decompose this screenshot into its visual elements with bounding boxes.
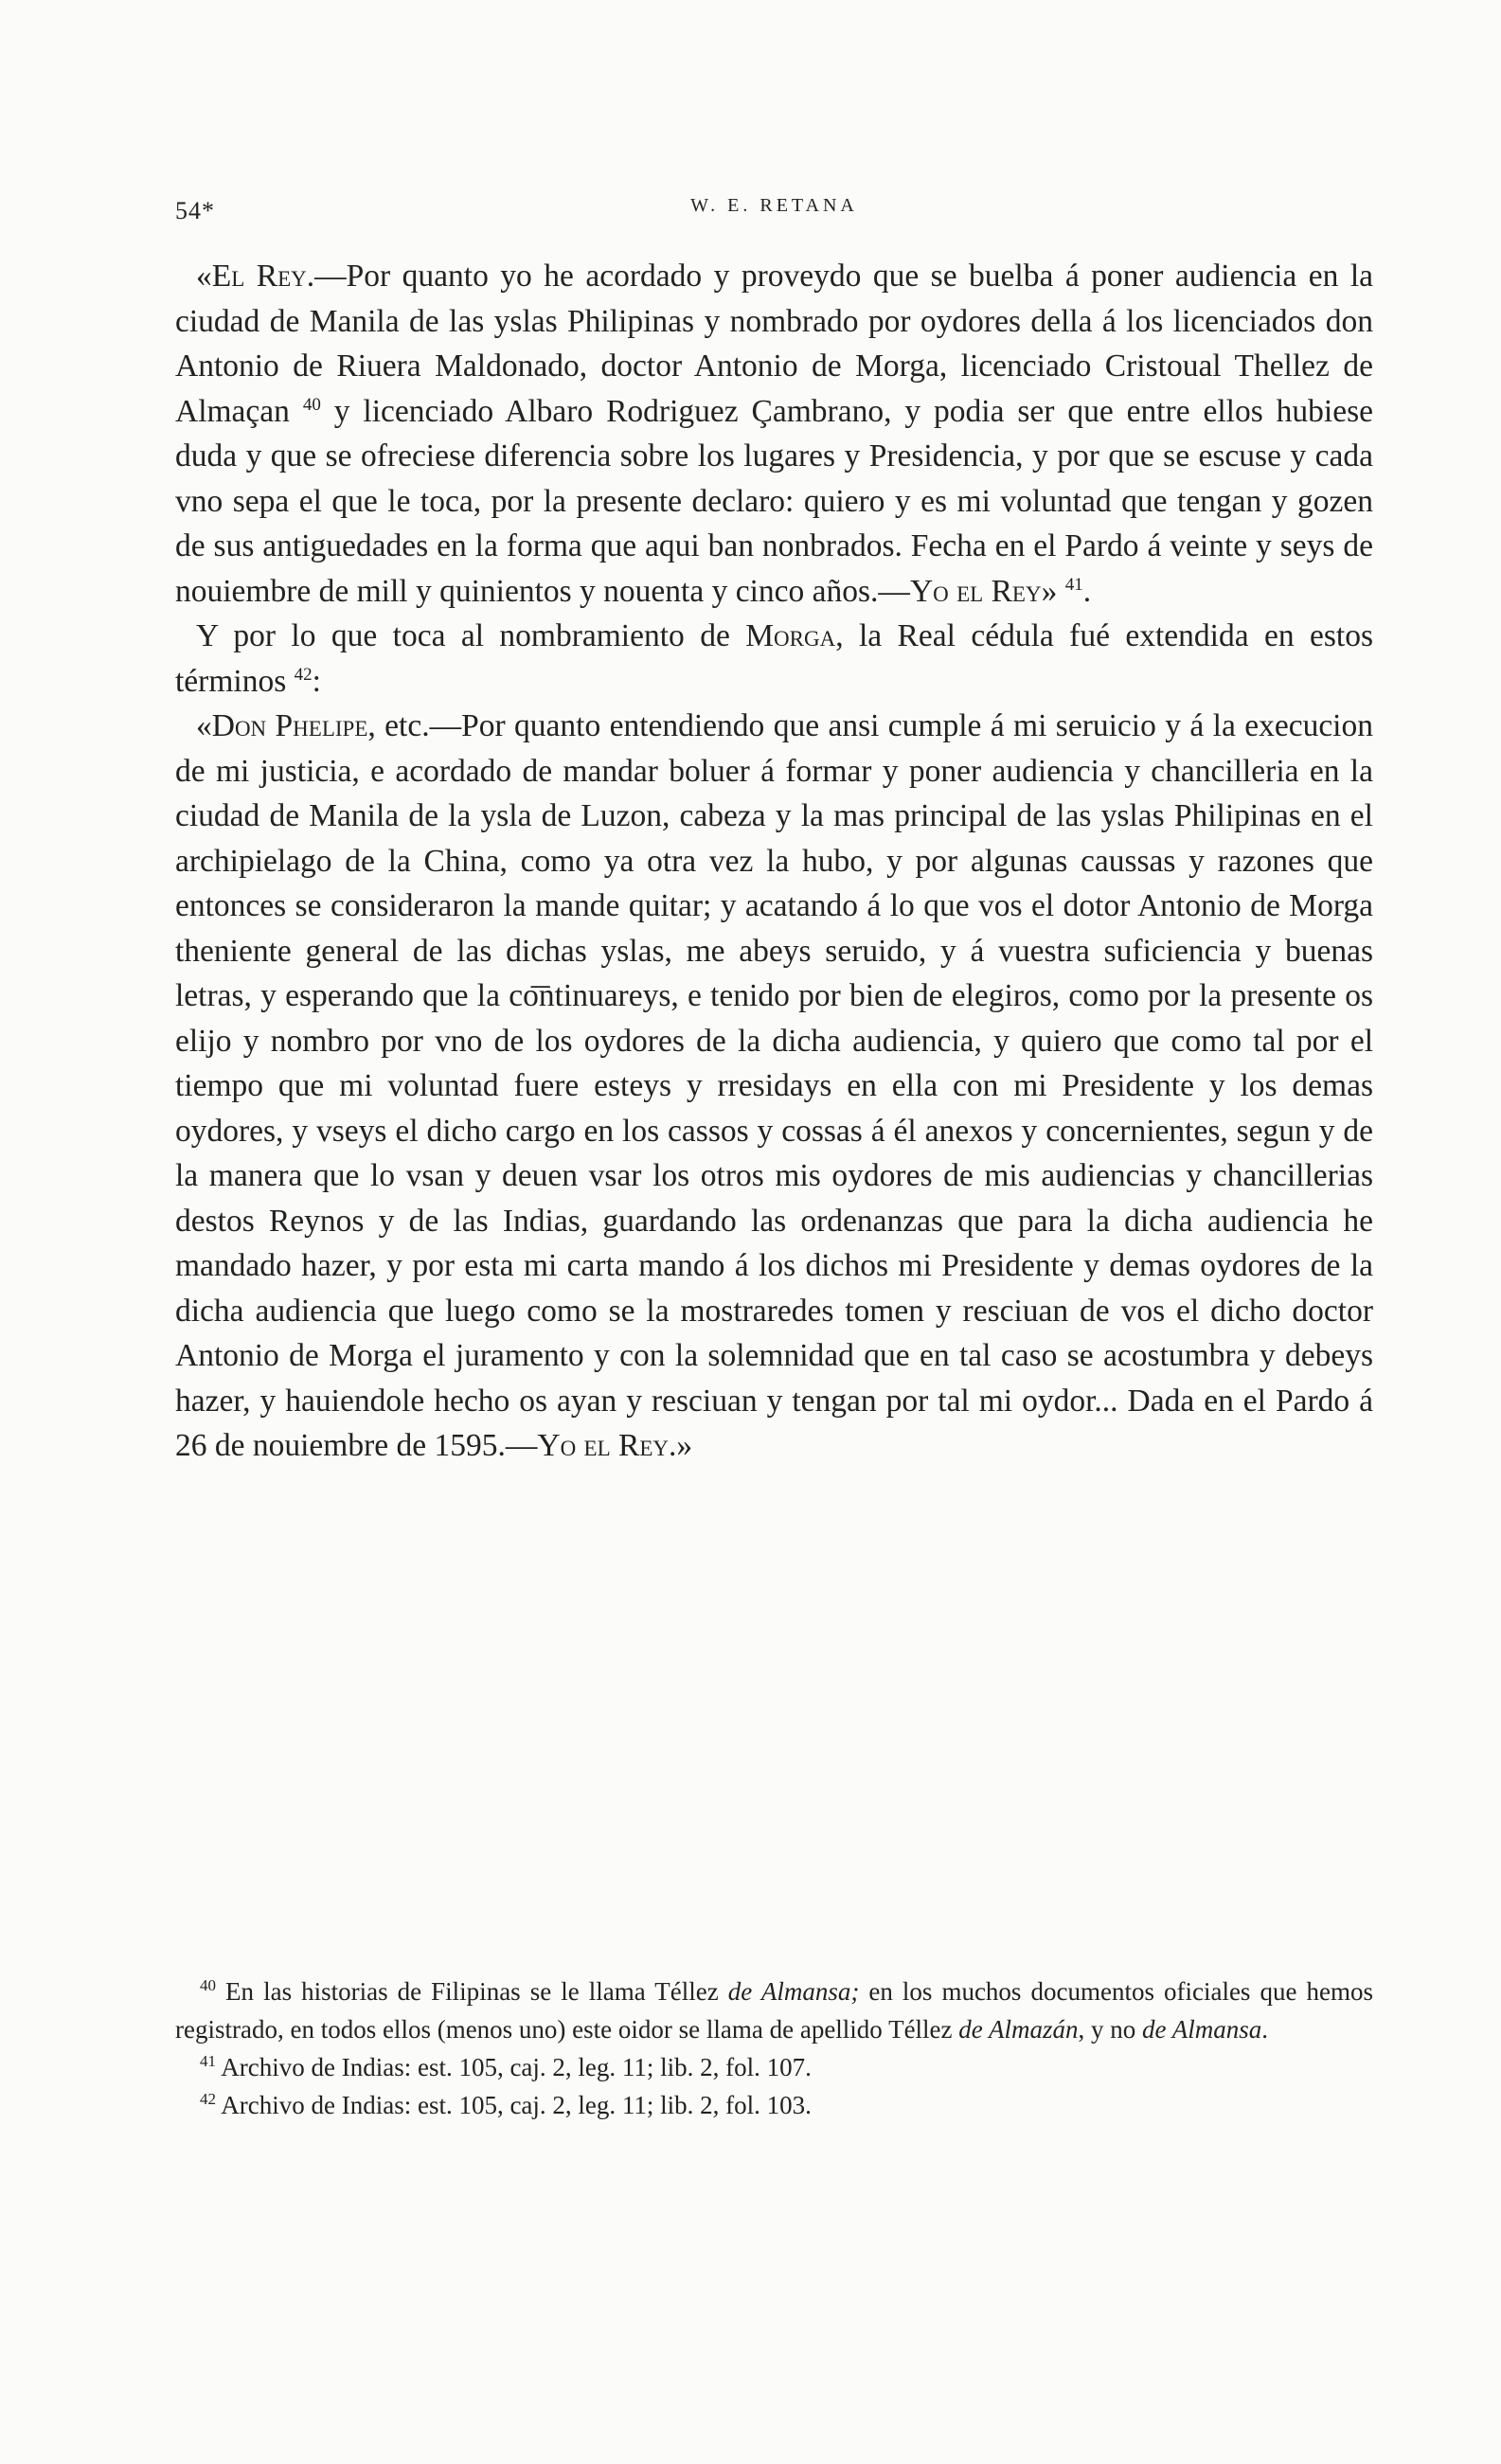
footnote-ref-42: 42: [294, 664, 313, 685]
footnote-text: En las historias de Filipinas se le llama Téllez: [225, 1977, 728, 2006]
cedula-closing: Yo el Rey.»: [537, 1428, 693, 1463]
footnote-40: [175, 1973, 1373, 2048]
decree-closing: Yo el Rey»: [909, 573, 1058, 609]
cedula-intro: «Don Phelipe: [196, 708, 368, 743]
cedula-text: , etc.—Por quanto entendiendo que ansi cumple á mi seruicio y á la execucion de mi justicia, e acordado de mandar boluer á formar y poner audiencia y chancilleria en la ciudad de Manila de la ysla de Luzon, cabeza y la mas principal de las yslas Philipinas en el archipielago de la China, como ya otra vez la hubo, y por algunas caussas y razones que entonces se consideraron la mande quitar; y acatando á lo que vos el dotor Antonio de Morga theniente general de las dichas yslas, me abeys seruido, y á vuestra suficiencia y buenas letras, y esperando que la co͞ntinuareys, e tenido por bien de elegiros, como por la presente os elijo y nombro por vno de los oydores de la dicha audiencia, y quiero que como tal por el tiempo que mi voluntad fuere esteys y rresidays en ella con mi Presidente y los demas oydores, y vseys el dicho cargo en los cassos y cossas á él anexos y concernientes, segun y de la manera que lo vsan y deuen vsar los otros mis oydores de mis audiencias y chancillerias destos Reynos y de las Indias, guardando las ordenanzas que para la dicha audiencia he mandado hazer, y por esta mi carta mando á los dichos mi Presidente y demas oydores de la dicha audiencia que luego como se la mostraredes tomen y resciuan de vos el dicho doctor Antonio de Morga el juramento y con la solemnidad que en tal caso se acostumbra y debeys hazer, y hauiendole hecho os ayan y resciuan y tengan por tal mi oydor... Dada en el Pardo á 26 de nouiembre de 1595.—: [175, 708, 1373, 1463]
decree-end-punct: .: [1082, 573, 1092, 609]
footnote-41: [175, 2048, 1373, 2086]
footnote-42: [175, 2086, 1373, 2124]
footnote-number: 42: [200, 2090, 216, 2108]
running-head: W. E. RETANA: [690, 195, 858, 216]
page-number: 54*: [175, 197, 215, 224]
page-header: [175, 189, 1373, 227]
footnote-ref-40: 40: [302, 394, 321, 415]
paragraph-royal-cedula: [175, 704, 1373, 1469]
footnote-number: 40: [200, 1976, 216, 1994]
appointment-text-continued: , la Real cédula fué extendida en estos términos: [175, 618, 1373, 699]
footnote-ref-41: 41: [1064, 574, 1083, 595]
footnotes: [175, 1973, 1373, 2124]
footnote-text: Archivo de Indias: est. 105, caj. 2, leg. 11; lib. 2, fol. 107.: [221, 2053, 812, 2081]
morga-name: Morga: [745, 618, 836, 653]
appointment-text: Y por lo que toca al nombramiento de: [196, 618, 746, 653]
footnote-italic: de Almansa;: [727, 1977, 860, 2006]
decree-text-continued: y licenciado Albaro Rodriguez Çambrano, y podia ser que entre ellos hubiese duda y que se ofreciese diferencia sobre los lugares y Presidencia, y por que se escuse y cada vno sepa el que le toca, por la presente declaro: quiero y es mi voluntad que tengan y gozen de sus antiguedades en la forma que aqui ban nonbrados. Fecha en el Pardo á veinte y seys de nouiembre de mill y quinientos y nouenta y cinco años.—: [175, 393, 1374, 609]
footnote-italic: de Almansa: [1142, 2015, 1262, 2044]
footnote-text: , y no: [1078, 2015, 1143, 2044]
decree-text: —Por quanto yo he acordado y proveydo que se buelba á poner audiencia en la ciudad de Manila de las yslas Philipinas y nombrado por oydores della á los licenciados don Antonio de Riuera Maldonado, doctor Antonio de Morga, licenciado Cristoual Thellez de Almaçan: [175, 259, 1373, 429]
paragraph-royal-decree-1: [175, 254, 1373, 614]
footnote-text: Archivo de Indias: est. 105, caj. 2, leg. 11; lib. 2, fol. 103.: [221, 2091, 812, 2119]
main-text: [175, 254, 1373, 1469]
appointment-end-punct: :: [312, 663, 321, 699]
footnote-text: .: [1261, 2015, 1269, 2044]
paragraph-morga-appointment: [175, 614, 1373, 704]
footnote-number: 41: [200, 2052, 216, 2070]
footnote-text: en los muchos documentos oficiales que hemos registrado, en todos ellos (menos uno) este oidor se llama de apellido Téllez: [175, 1977, 1373, 2044]
decree-intro: «El Rey.: [196, 259, 315, 294]
footnote-italic: de Almazán: [958, 2015, 1079, 2044]
